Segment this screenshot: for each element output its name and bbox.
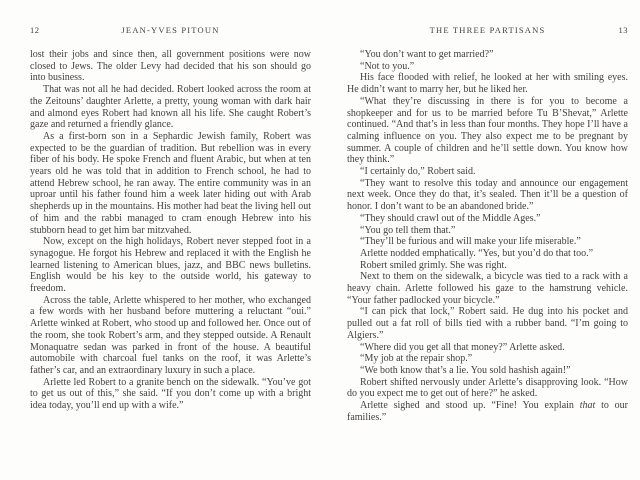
paragraph [30, 236, 311, 295]
text-run: “I can pick that lock,” Robert said. He dug into his pocket and pulled out a fat roll of bills tied with a rubber band. “I’m going to Algiers.” [347, 306, 628, 341]
text-run: “Where did you get all that money?” Arlette asked. [360, 341, 565, 353]
paragraph [347, 342, 628, 354]
paragraph [347, 248, 628, 260]
paragraph [347, 178, 628, 213]
paragraph [347, 260, 628, 272]
text-run: “You go tell them that.” [360, 224, 456, 236]
paragraph [347, 72, 628, 95]
text-run: to our families.” [347, 400, 629, 423]
text-run: “My job at the repair shop.” [360, 353, 473, 365]
paragraph [347, 61, 628, 73]
text-run: “What they’re discussing in there is for you to become a shopkeeper and for us to be married before Tu B’Shevat,” Arlette continued. “And that’s in less than four months. They hope I’ll have a calming influence on you. They also expect me to be pregnant by summer. A couple of children and he’ll settle down. You know how they think.” [347, 95, 628, 166]
paragraph [30, 84, 311, 131]
page-body-right [347, 49, 628, 424]
text-run: that [579, 400, 596, 412]
text-run: Arlette nodded emphatically. “Yes, but you’d do that too.” [360, 247, 594, 259]
paragraph [347, 49, 628, 61]
paragraph [30, 131, 311, 236]
right-page [320, 0, 640, 480]
text-run: Now, except on the high holidays, Robert never stepped foot in a synagogue. He forgot his Hebrew and replaced it with the English he learned listening to American blues, jazz, and BBC news bulletins. English would be his key to the outside world, his gateway to freedom. [30, 236, 311, 295]
text-run: “They should crawl out of the Middle Ages.” [360, 212, 541, 224]
page-body-left [30, 49, 311, 412]
text-run: Arlette led Robert to a granite bench on the sidewalk. “You’ve got to get us out of this,” she said. “If you don’t come up with a bright idea today, you’ll end up with a wife.” [30, 376, 311, 412]
text-run: “Not to you.” [360, 60, 415, 72]
text-run: Arlette sighed and stood up. “Fine! You explain [360, 400, 580, 412]
paragraph [347, 365, 628, 377]
text-run: As a first-born son in a Sephardic Jewish family, Robert was expected to be the guardian of tradition. But rebellion was in every fiber of his body. He spoke French and fluent Arabic, but when at ten years old he was told that in addition to French school, he had to attend Hebrew school, he ran away. The entire community was in an uproar until his father found him a week later hiding out with Arab shepherds up in the mountains. His mother had beat the living hell out of him and the rabbi managed to cram enough Hebrew into his stubborn head to get him bar mitzvahed. [30, 130, 311, 236]
text-run: lost their jobs and since then, all government positions were now closed to Jews. The older Levy had decided that his son should go into business. [30, 49, 311, 84]
text-run: His face flooded with relief, he looked at her with smiling eyes. He didn’t want to marry her, but he liked her. [347, 72, 628, 96]
text-run: “We both know that’s a lie. You sold hashish again!” [360, 364, 571, 376]
text-run: Robert smiled grimly. She was right. [360, 259, 507, 271]
text-run: Next to them on the sidewalk, a bicycle was tied to a rack with a heavy chain. Arlette followed his gaze to the hamstrung vehicle. “Your father padlocked your bicycle.” [347, 271, 628, 306]
paragraph [347, 353, 628, 365]
paragraph [347, 306, 628, 341]
paragraph [347, 271, 628, 306]
text-run: “I certainly do,” Robert said. [360, 166, 476, 178]
paragraph [347, 225, 628, 237]
text-run: Robert shifted nervously under Arlette’s disapproving look. “How do you expect me to get out of here?” he asked. [347, 376, 628, 400]
text-run: That was not all he had decided. Robert looked across the room at the Zeitouns’ daughter Arlette, a pretty, young woman with dark hair and almond eyes Robert had known all his life. She caught Robert’s gaze and returned a friendly glance. [30, 84, 311, 131]
page-number-left: 12 [30, 25, 40, 35]
paragraph [30, 49, 311, 84]
paragraph [30, 377, 311, 412]
paragraph [347, 377, 628, 400]
paragraph [347, 166, 628, 178]
text-run: “You don’t want to get married?” [360, 49, 494, 60]
text-run: Across the table, Arlette whispered to her mother, who exchanged a few words with her husband before muttering a reluctant “oui.” Arlette winked at Robert, who stood up and followed her. Once out of the room, she took Robert’s arm, and they stepped outside. A Renault Monaquatre sedan was parked in front of the house. A beautiful automobile with charcoal fuel tanks on the roof, it was Arlette’s father’s car, and an extraordinary luxury in such a place. [30, 294, 311, 376]
paragraph [347, 236, 628, 248]
text-run: “They want to resolve this today and announce our engagement next week. Once they do that, it’s sealed. Then it’ll be a question of honor. I don’t want to be an abandoned bride.” [347, 177, 628, 213]
running-head-book-title: THE THREE PARTISANS [429, 25, 546, 35]
paragraph [347, 213, 628, 225]
running-head-author: JEAN-YVES PITOUN [121, 25, 220, 35]
paragraph [347, 96, 628, 166]
page-number-right: 13 [618, 25, 628, 35]
text-run: “They’ll be furious and will make your life miserable.” [360, 236, 581, 248]
paragraph [347, 400, 628, 423]
paragraph [30, 295, 311, 377]
